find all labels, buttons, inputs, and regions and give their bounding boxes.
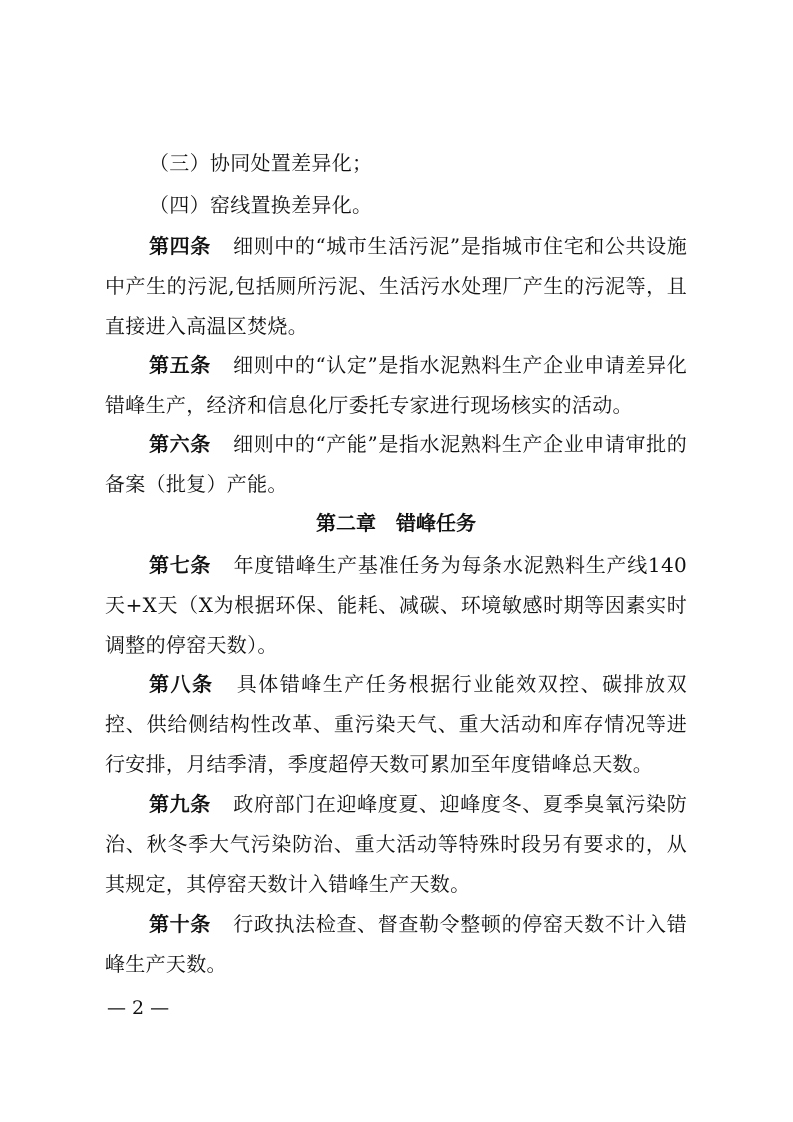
- article-text: 政府部门在迎峰度夏、迎峰度冬、夏季臭氧污染防治、秋冬季大气污染防治、重大活动等特殊时段另有要求的，从其规定，其停窑天数计入错峰生产天数。: [105, 792, 687, 896]
- article-number: 第五条: [149, 353, 211, 377]
- article-number: 第七条: [149, 553, 212, 577]
- chapter-title: 错峰任务: [396, 511, 476, 535]
- article-5: [105, 345, 687, 425]
- article-4: [105, 226, 687, 346]
- article-10: [105, 904, 687, 984]
- list-item-text: （四）窑线置换差异化。: [149, 193, 373, 217]
- article-7: [105, 545, 687, 665]
- article-text: 细则中的“认定”是指水泥熟料生产企业申请差异化错峰生产，经济和信息化厅委托专家进行现场核实的活动。: [105, 353, 687, 417]
- list-item: [105, 143, 687, 183]
- article-text: 具体错峰生产任务根据行业能效双控、碳排放双控、供给侧结构性改革、重污染天气、重大活动和库存情况等进行安排，月结季清，季度超停天数可累加至年度错峰总天数。: [105, 672, 687, 776]
- article-6: [105, 424, 687, 504]
- article-number: 第六条: [149, 432, 211, 456]
- article-text: 细则中的“产能”是指水泥熟料生产企业申请审批的备案（批复）产能。: [105, 432, 687, 496]
- article-9: [105, 784, 687, 904]
- article-number: 第四条: [149, 234, 211, 258]
- article-text: 行政执法检查、督查勒令整顿的停窑天数不计入错峰生产天数。: [105, 912, 687, 976]
- chapter-heading: [105, 503, 687, 543]
- article-text: 细则中的“城市生活污泥”是指城市住宅和公共设施中产生的污泥,包括厕所污泥、生活污水处理厂产生的污泥等，且直接进入高温区焚烧。: [105, 234, 687, 338]
- article-number: 第十条: [149, 912, 211, 936]
- article-number: 第九条: [149, 792, 211, 816]
- article-8: [105, 664, 687, 784]
- chapter-number: 第二章: [316, 511, 376, 535]
- list-item: [105, 185, 687, 225]
- page-number: — 2 —: [107, 997, 170, 1019]
- list-item-text: （三）协同处置差异化；: [149, 151, 373, 175]
- article-text: 年度错峰生产基准任务为每条水泥熟料生产线140天+X天（X为根据环保、能耗、减碳、环境敏感时期等因素实时调整的停窑天数）。: [105, 553, 687, 657]
- article-number: 第八条: [149, 672, 214, 696]
